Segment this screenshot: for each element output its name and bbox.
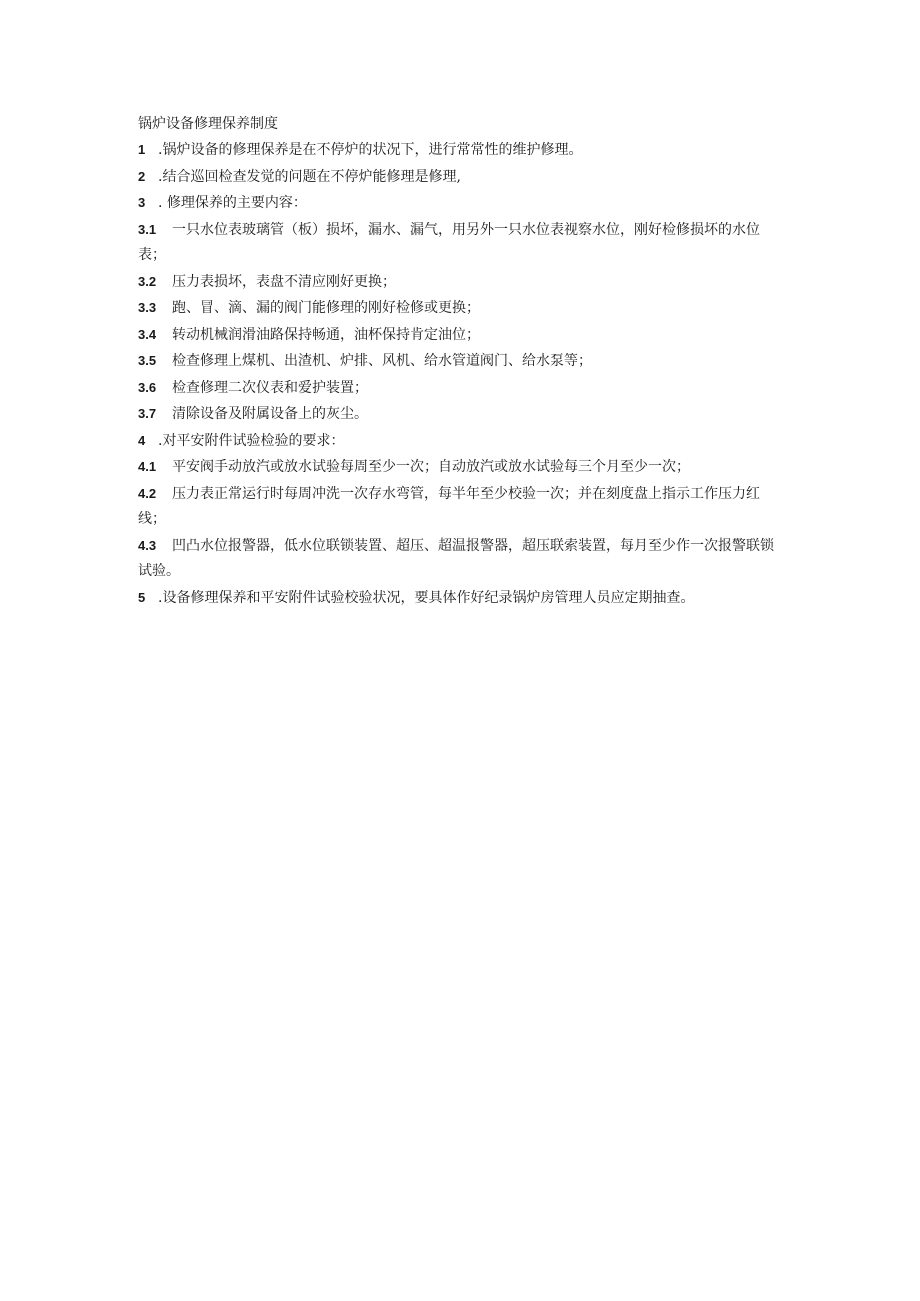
- paragraph-number: 3.1: [138, 221, 157, 237]
- document-title: 锅炉设备修理保养制度: [138, 116, 278, 132]
- paragraph-number: 5: [138, 589, 146, 605]
- paragraph-text: .设备修理保养和平安附件试验校验状况，要具体作好纪录锅炉房管理人员应定期抽查。: [158, 589, 695, 606]
- paragraph-number: 3.4: [138, 326, 157, 342]
- paragraph-2: [138, 164, 778, 191]
- paragraph-4-1: [138, 454, 778, 481]
- paragraph-text: .结合巡回检查发觉的问题在不停炉能修理是修理,: [158, 168, 461, 185]
- paragraph-text: . 修理保养的主要内容：: [158, 195, 307, 211]
- paragraph-1: [138, 137, 778, 164]
- paragraph-3-4: [138, 322, 778, 349]
- paragraph-number: 3.2: [138, 273, 157, 289]
- paragraph-3-6: [138, 375, 778, 402]
- paragraph-list: [138, 137, 778, 611]
- paragraph-3-5: [138, 348, 778, 375]
- paragraph-number: 3.6: [138, 379, 157, 395]
- paragraph-text: .锅炉设备的修理保养是在不停炉的状况下，进行常常性的维护修理。: [158, 142, 583, 158]
- paragraph-text: 平安阀手动放汽或放水试验每周至少一次；自动放汽或放水试验每三个月至少一次；: [172, 459, 690, 475]
- paragraph-text: 凹凸水位报警器，低水位联锁装置、超压、超温报警器，超压联索装置，每月至少作一次报警联锁试验。: [138, 537, 774, 579]
- paragraph-3-1: [138, 217, 778, 269]
- paragraph-text: .对平安附件试验检验的要求：: [158, 432, 345, 449]
- paragraph-3-2: [138, 269, 778, 296]
- paragraph-number: 3.5: [138, 353, 157, 368]
- paragraph-number: 3.7: [138, 406, 157, 421]
- paragraph-text: 跑、冒、滴、漏的阀门能修理的刚好检修或更换；: [172, 300, 480, 316]
- paragraph-3-3: [138, 295, 778, 322]
- paragraph-number: 3: [138, 195, 146, 210]
- paragraph-number: 4: [138, 432, 146, 448]
- paragraph-text: 一只水位表玻璃管（板）损坏，漏水、漏气，用另外一只水位表视察水位，刚好检修损坏的水位表；: [138, 221, 760, 263]
- paragraph-number: 4.3: [138, 537, 157, 553]
- paragraph-number: 1: [138, 142, 146, 157]
- paragraph-number: 3.3: [138, 300, 157, 315]
- paragraph-4: [138, 428, 778, 455]
- paragraph-number: 4.1: [138, 459, 157, 474]
- paragraph-4-3: [138, 533, 778, 585]
- paragraph-number: 4.2: [138, 485, 157, 501]
- paragraph-text: 检查修理上煤机、出渣机、炉排、风机、给水管道阀门、给水泵等；: [172, 353, 592, 369]
- document-body: [138, 111, 778, 611]
- paragraph-text: 压力表损坏，表盘不清应刚好更换；: [172, 273, 396, 290]
- paragraph-number: 2: [138, 168, 146, 184]
- paragraph-3-7: [138, 401, 778, 428]
- paragraph-text: 转动机械润滑油路保持畅通，油杯保持肯定油位；: [172, 326, 480, 343]
- paragraph-5: [138, 585, 778, 612]
- paragraph-4-2: [138, 481, 778, 533]
- paragraph-3: [138, 190, 778, 217]
- paragraph-text: 检查修理二次仪表和爱护装置；: [172, 379, 368, 396]
- paragraph-text: 压力表正常运行时每周冲洗一次存水弯管，每半年至少校验一次；并在刻度盘上指示工作压力红线；: [138, 485, 760, 527]
- paragraph-text: 清除设备及附属设备上的灰尘。: [172, 406, 368, 422]
